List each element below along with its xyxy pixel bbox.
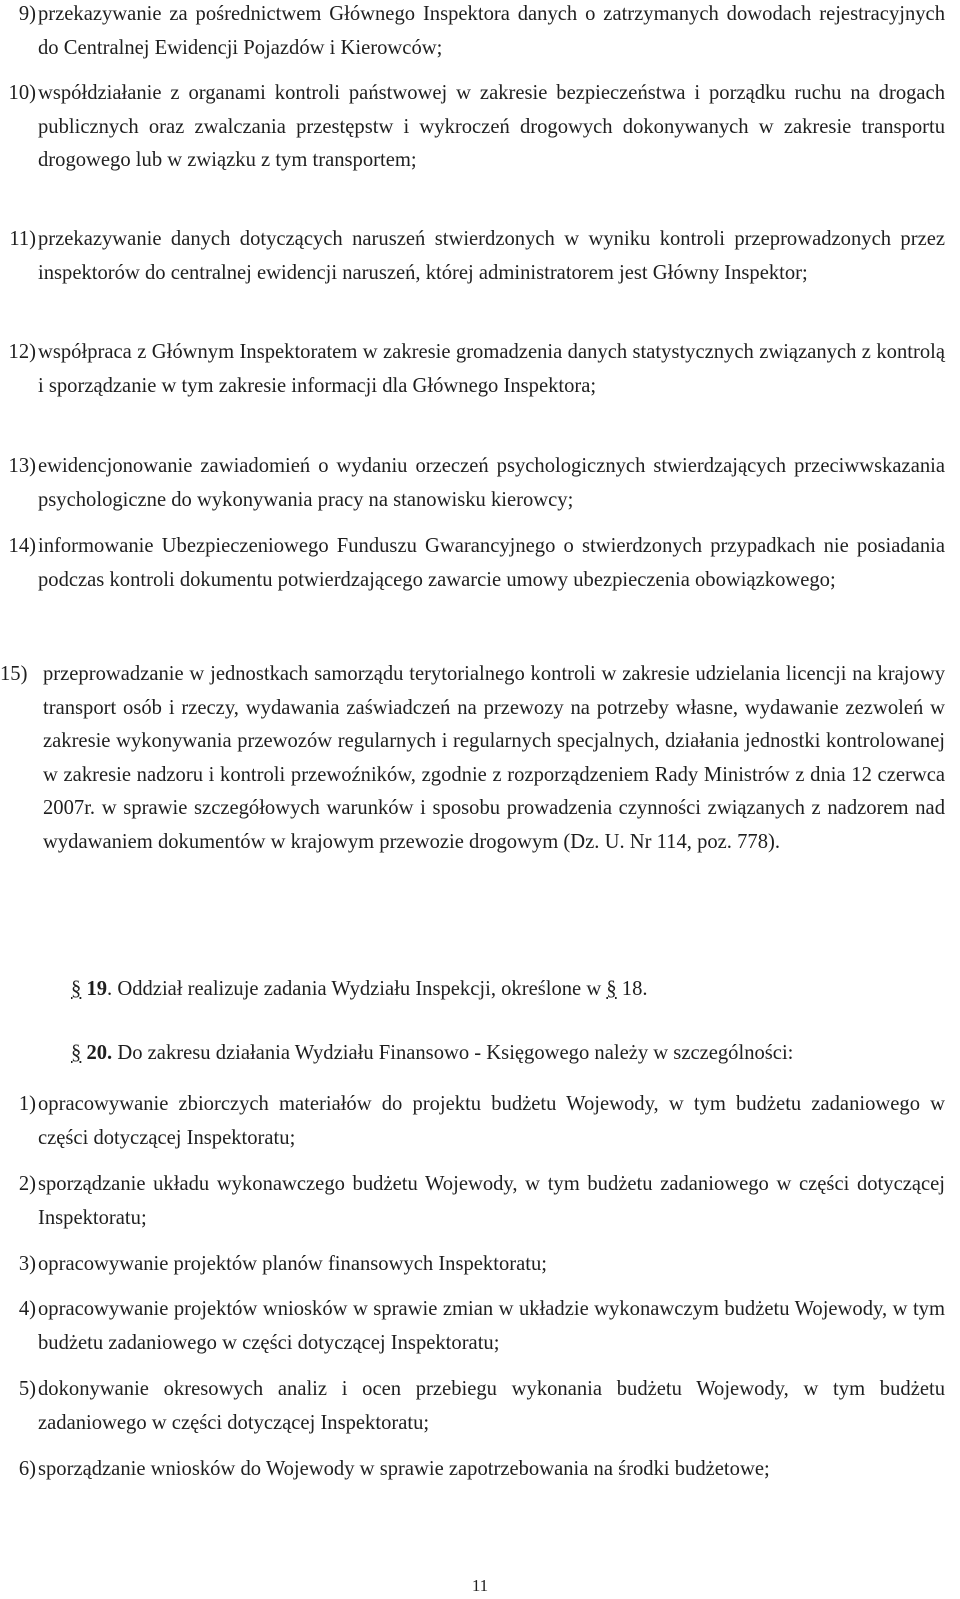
list-item-number: 11) <box>9 228 36 250</box>
list-item-11 <box>0 223 945 290</box>
list-item-1 <box>0 1088 945 1155</box>
list-item-text: ewidencjonowanie zawiadomień o wydaniu orzeczeń psychologicznych stwierdzających przeciwwskazania psychologiczne do wykonywania pracy na stanowisku kierowcy; <box>38 455 945 511</box>
list-item-number: 15) <box>0 663 28 685</box>
list-item-text: opracowywanie projektów planów finansowych Inspektoratu; <box>38 1253 547 1275</box>
list-item-text: informowanie Ubezpieczeniowego Funduszu Gwarancyjnego o stwierdzonych przypadkach nie posiadania podczas kontroli dokumentu potwierdzającego zawarcie umowy ubezpieczenia obowiązkowego; <box>38 535 945 591</box>
list-item-15 <box>0 658 945 859</box>
list-item-12 <box>0 336 945 403</box>
list-item-14 <box>0 530 945 597</box>
list-item-text: opracowywanie projektów wniosków w sprawie zmian w układzie wykonawczym budżetu Wojewody, w tym budżetu zadaniowego w części dotyczącej Inspektoratu; <box>38 1298 945 1354</box>
list-item-number: 2) <box>18 1173 36 1195</box>
section-symbol: § <box>71 1042 82 1064</box>
list-item-number: 13) <box>8 455 36 477</box>
list-item-text: opracowywanie zbiorczych materiałów do projektu budżetu Wojewody, w tym budżetu zadaniowego w części dotyczącej Inspektoratu; <box>38 1093 945 1149</box>
list-item-text: dokonywanie okresowych analiz i ocen przebiegu wykonania budżetu Wojewody, w tym budżetu zadaniowego w części dotyczącej Inspektoratu; <box>38 1378 945 1434</box>
list-item-text: współpraca z Głównym Inspektoratem w zakresie gromadzenia danych statystycznych związanych z kontrolą i sporządzanie w tym zakresie informacji dla Głównego Inspektora; <box>38 341 945 397</box>
section-reference-symbol: § <box>606 978 617 1000</box>
list-item-number: 3) <box>18 1253 36 1275</box>
section-number: 19 <box>86 978 108 1000</box>
section-symbol: § <box>71 978 82 1000</box>
list-item-text: sporządzanie układu wykonawczego budżetu Wojewody, w tym budżetu zadaniowego w części dotyczącej Inspektoratu; <box>38 1173 945 1229</box>
section-number: 20. <box>86 1042 113 1064</box>
list-item-13 <box>0 450 945 517</box>
list-item-text: sporządzanie wniosków do Wojewody w sprawie zapotrzebowania na środki budżetowe; <box>38 1458 770 1480</box>
list-item-number: 6) <box>18 1458 36 1480</box>
list-item-text: przeprowadzanie w jednostkach samorządu terytorialnego kontroli w zakresie udzielania licencji na krajowy transport osób i rzeczy, wydawania zaświadczeń na przewozy na potrzeby własne, wydawanie zezwoleń w zakresie wykonywania przewozów regularnych i regularnych specjalnych, działania jednostki kontrolowanej w zakresie nadzoru i kontroli przewoźników, zgodnie z rozporządzeniem Rady Ministrów z dnia 12 czerwca 2007r. w sprawie szczegółowych warunków i sposobu prowadzenia czynności związanych z nadzorem nad wydawaniem dokumentów w krajowym przewozie drogowym (Dz. U. Nr 114, poz. 778). <box>43 663 945 853</box>
list-item-3 <box>0 1248 945 1282</box>
paragraph-20 <box>71 1037 951 1071</box>
list-item-number: 5) <box>18 1378 36 1400</box>
list-item-4 <box>0 1293 945 1360</box>
list-item-number: 10) <box>8 82 36 104</box>
list-item-text: przekazywanie za pośrednictwem Głównego Inspektora danych o zatrzymanych dowodach rejestracyjnych do Centralnej Ewidencji Pojazdów i Kierowców; <box>38 3 945 59</box>
list-item-2 <box>0 1168 945 1235</box>
paragraph-19 <box>71 973 951 1007</box>
paragraph-text: Do zakresu działania Wydziału Finansowo - Księgowego należy w szczególności: <box>112 1042 794 1064</box>
list-item-number: 1) <box>18 1093 36 1115</box>
list-item-5 <box>0 1373 945 1440</box>
list-item-number: 12) <box>8 341 36 363</box>
paragraph-text: . Oddział realizuje zadania Wydziału Inspekcji, określone w <box>107 978 607 1000</box>
list-item-6 <box>0 1453 945 1487</box>
list-item-text: współdziałanie z organami kontroli państwowej w zakresie bezpieczeństwa i porządku ruchu na drogach publicznych oraz zwalczania przestępstw i wykroczeń drogowych dokonywanych w zakresie transportu drogowego lub w związku z tym transportem; <box>38 82 945 171</box>
list-item-number: 14) <box>8 535 36 557</box>
list-item-number: 4) <box>18 1298 36 1320</box>
list-item-10 <box>0 77 945 178</box>
list-item-text: przekazywanie danych dotyczących naruszeń stwierdzonych w wyniku kontroli przeprowadzonych przez inspektorów do centralnej ewidencji naruszeń, której administratorem jest Główny Inspektor; <box>38 228 945 284</box>
section-reference-text: 18. <box>616 978 648 1000</box>
list-item-9 <box>0 0 945 65</box>
list-item-number: 9) <box>18 3 36 25</box>
page-number: 11 <box>471 1576 489 1595</box>
